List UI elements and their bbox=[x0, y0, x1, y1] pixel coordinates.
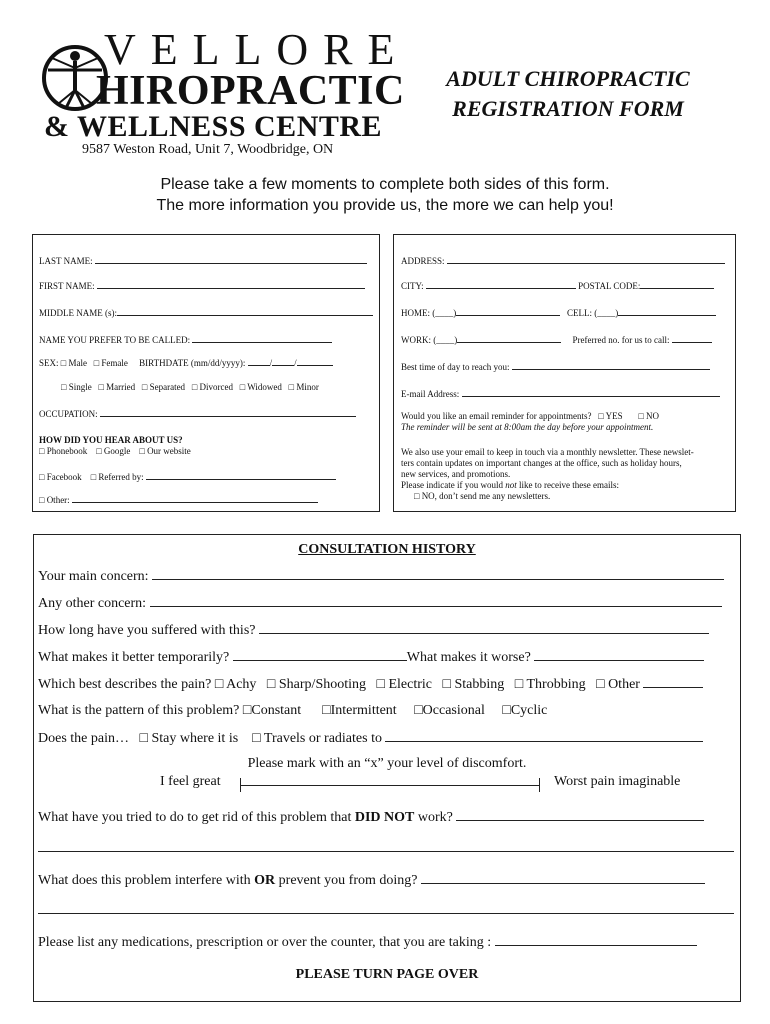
occupation-field[interactable] bbox=[100, 408, 356, 417]
other-concern-field[interactable] bbox=[150, 594, 722, 607]
newsletter-text-2: ters contain updates on important changes at the office, such as holiday hours, bbox=[401, 458, 682, 468]
logo-wellness-centre: & WELLNESS CENTRE bbox=[44, 110, 383, 143]
city-postal-row: CITY: POSTAL CODE: bbox=[401, 280, 714, 292]
tried-row: What have you tried to do to get rid of this problem that DID NOT work? bbox=[38, 808, 704, 826]
clinic-logo bbox=[40, 25, 410, 163]
medications-field[interactable] bbox=[495, 933, 697, 946]
married-checkbox[interactable]: □ bbox=[98, 382, 104, 392]
female-checkbox[interactable]: □ bbox=[93, 358, 100, 368]
how-long-field[interactable] bbox=[259, 621, 709, 634]
form-title: ADULT CHIROPRACTIC REGISTRATION FORM bbox=[446, 66, 690, 121]
newsletter-text-1: We also use your email to keep in touch via a monthly newsletter. These newslet- bbox=[401, 447, 694, 457]
postal-code-field[interactable] bbox=[640, 280, 714, 289]
sharp-checkbox[interactable]: □ bbox=[266, 677, 276, 692]
newsletter-text-3: new services, and promotions. bbox=[401, 469, 511, 479]
intro-text: Please take a few moments to complete both sides of this form. The more information you provide us, the more we can help you! bbox=[156, 176, 614, 214]
google-checkbox[interactable]: □ bbox=[96, 446, 102, 456]
pain-location-row: Does the pain… □ Stay where it is □ Travels or radiates to bbox=[38, 729, 703, 747]
consultation-history-box bbox=[33, 534, 741, 1002]
last-name-field[interactable] bbox=[95, 255, 367, 264]
facebook-referred-row: □ Facebook □ Referred by: bbox=[39, 471, 336, 483]
phonebook-checkbox[interactable]: □ bbox=[39, 446, 45, 456]
newsletter-text-4: Please indicate if you would not like to receive these emails: bbox=[401, 480, 619, 490]
intermittent-checkbox[interactable]: □ bbox=[322, 703, 331, 718]
separated-checkbox[interactable]: □ bbox=[141, 382, 148, 392]
work-preferred-row: WORK: (____) Preferred no. for us to call: bbox=[401, 334, 712, 346]
first-name-field[interactable] bbox=[97, 280, 365, 289]
other-source-row: □ Other: bbox=[39, 494, 318, 506]
stabbing-checkbox[interactable]: □ bbox=[442, 677, 451, 692]
birth-month-field[interactable] bbox=[248, 357, 270, 366]
divorced-checkbox[interactable]: □ bbox=[191, 382, 198, 392]
discomfort-scale[interactable] bbox=[240, 778, 540, 792]
contact-info-box bbox=[393, 234, 736, 512]
referred-checkbox[interactable]: □ bbox=[90, 472, 97, 482]
scale-min-label: I feel great bbox=[160, 774, 221, 789]
middle-name-field[interactable] bbox=[117, 307, 373, 316]
other-source-checkbox[interactable]: □ bbox=[39, 495, 45, 505]
widowed-checkbox[interactable]: □ bbox=[239, 382, 246, 392]
referred-by-field[interactable] bbox=[146, 471, 336, 480]
scale-max-label: Worst pain imaginable bbox=[554, 774, 681, 789]
logo-chiropractic: HIROPRACTIC bbox=[96, 68, 405, 114]
interfere-field[interactable] bbox=[421, 871, 705, 884]
constant-checkbox[interactable]: □ bbox=[242, 703, 252, 718]
interfere-field-line-2[interactable] bbox=[38, 913, 734, 914]
city-field[interactable] bbox=[426, 280, 576, 289]
logo-vellore: VELLORE bbox=[104, 25, 410, 74]
other-pain-checkbox[interactable]: □ bbox=[596, 677, 605, 692]
how-heard-heading: HOW DID YOU HEAR ABOUT US? bbox=[39, 435, 183, 445]
address-row: ADDRESS: bbox=[401, 255, 725, 267]
clinic-address: 9587 Weston Road, Unit 7, Woodbridge, ON bbox=[82, 142, 334, 157]
interfere-row: What does this problem interfere with OR prevent you from doing? bbox=[38, 871, 705, 889]
birth-year-field[interactable] bbox=[297, 357, 333, 366]
marital-status-row: □ Single □ Married □ Separated □ Divorced □ Widowed □ Minor bbox=[61, 382, 319, 392]
travels-to-field[interactable] bbox=[385, 729, 703, 742]
preferred-name-row: NAME YOU PREFER TO BE CALLED: bbox=[39, 334, 332, 346]
best-time-row: Best time of day to reach you: bbox=[401, 361, 710, 373]
travels-checkbox[interactable]: □ bbox=[252, 731, 261, 746]
achy-checkbox[interactable]: □ bbox=[214, 677, 224, 692]
middle-name-row: MIDDLE NAME (s): bbox=[39, 307, 373, 319]
work-phone-field[interactable] bbox=[457, 334, 561, 343]
home-phone-field[interactable] bbox=[456, 307, 560, 316]
male-checkbox[interactable]: □ bbox=[60, 358, 67, 368]
minor-checkbox[interactable]: □ bbox=[288, 382, 295, 392]
address-field[interactable] bbox=[447, 255, 725, 264]
best-time-field[interactable] bbox=[512, 361, 710, 370]
better-worse-row: What makes it better temporarily? What makes it worse? bbox=[38, 648, 704, 666]
electric-checkbox[interactable]: □ bbox=[376, 677, 385, 692]
first-name-row: FIRST NAME: bbox=[39, 280, 365, 292]
consultation-title: CONSULTATION HISTORY bbox=[298, 542, 476, 557]
reminder-yes-checkbox[interactable]: □ bbox=[598, 411, 604, 421]
pain-description-row: Which best describes the pain? □ Achy □ Sharp/Shooting □ Electric □ Stabbing □ Throbbing □ Other bbox=[38, 675, 703, 693]
birth-day-field[interactable] bbox=[272, 357, 294, 366]
single-checkbox[interactable]: □ bbox=[61, 382, 67, 392]
reminder-row: Would you like an email reminder for appointments? □ YES □ NO bbox=[401, 411, 660, 421]
occasional-checkbox[interactable]: □ bbox=[414, 703, 423, 718]
cyclic-checkbox[interactable]: □ bbox=[502, 703, 511, 718]
cell-phone-field[interactable] bbox=[618, 307, 716, 316]
turn-page-notice: PLEASE TURN PAGE OVER bbox=[295, 967, 479, 982]
newsletter-optout-checkbox[interactable]: □ bbox=[414, 491, 420, 501]
scale-instructions: Please mark with an “x” your level of discomfort. bbox=[247, 756, 527, 771]
reminder-no-checkbox[interactable]: □ bbox=[638, 411, 644, 421]
email-field[interactable] bbox=[462, 388, 720, 397]
tried-field[interactable] bbox=[456, 808, 704, 821]
last-name-row: LAST NAME: bbox=[39, 255, 367, 267]
facebook-checkbox[interactable]: □ bbox=[39, 472, 45, 482]
website-checkbox[interactable]: □ bbox=[139, 446, 145, 456]
throbbing-checkbox[interactable]: □ bbox=[514, 677, 524, 692]
how-heard-options-row: □ Phonebook □ Google □ Our website bbox=[39, 446, 191, 456]
personal-info-box bbox=[32, 234, 380, 512]
worse-field[interactable] bbox=[534, 648, 704, 661]
stay-checkbox[interactable]: □ bbox=[139, 731, 148, 746]
other-source-field[interactable] bbox=[72, 494, 318, 503]
reminder-note: The reminder will be sent at 8:00am the day before your appointment. bbox=[401, 422, 654, 432]
other-pain-field[interactable] bbox=[643, 675, 703, 688]
main-concern-field[interactable] bbox=[152, 567, 724, 580]
email-row: E-mail Address: bbox=[401, 388, 720, 400]
preferred-name-field[interactable] bbox=[192, 334, 332, 343]
sex-birthdate-row: SEX: □ Male □ Female BIRTHDATE (mm/dd/yyyy): / / bbox=[39, 357, 333, 369]
pain-pattern-row: What is the pattern of this problem? □Constant □Intermittent □Occasional □Cyclic bbox=[38, 703, 548, 718]
other-concern-row: Any other concern: bbox=[38, 594, 722, 612]
home-cell-row: HOME: (____) CELL: (____) bbox=[401, 307, 716, 319]
better-field[interactable] bbox=[233, 648, 407, 661]
occupation-row: OCCUPATION: bbox=[39, 408, 356, 420]
how-long-row: How long have you suffered with this? bbox=[38, 621, 709, 639]
main-concern-row: Your main concern: bbox=[38, 567, 724, 585]
newsletter-optout-row: □ NO, don’t send me any newsletters. bbox=[414, 491, 551, 501]
medications-row: Please list any medications, prescription or over the counter, that you are taking : bbox=[38, 933, 697, 951]
preferred-number-field[interactable] bbox=[672, 334, 712, 343]
tried-field-line-2[interactable] bbox=[38, 851, 734, 852]
